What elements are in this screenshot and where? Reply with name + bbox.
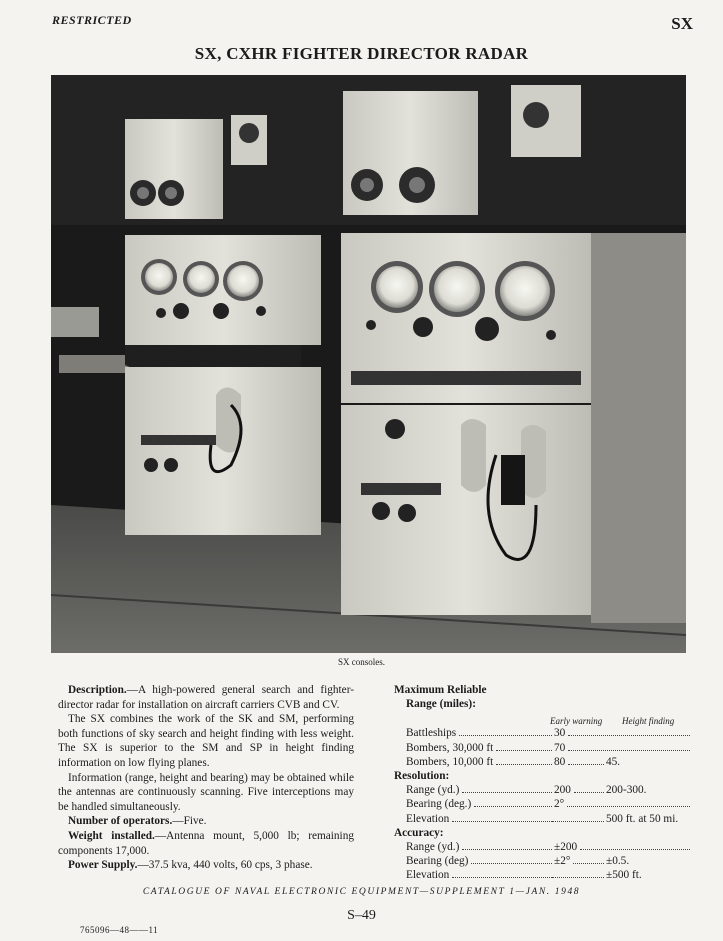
spec-value-primary: ±200 (554, 840, 578, 853)
catalogue-footer: CATALOGUE OF NAVAL ELECTRONIC EQUIPMENT—SUPPLEMENT 1—JAN. 1948 (142, 887, 581, 897)
resolution-heading: Resolution: (394, 769, 450, 782)
photo-caption: SX consoles. (338, 657, 385, 667)
max-reliable-heading: Maximum Reliable (394, 684, 487, 696)
range-heading: Range (miles): (406, 698, 476, 711)
leader-dots (568, 764, 604, 765)
leader-dots (462, 792, 552, 793)
information-paragraph: Information (range, height and bearing) may be obtained while the antennas are continuously scanning. Five interceptions may be handled simultaneously. (58, 771, 354, 813)
leader-dots (462, 849, 552, 850)
operators-label: Number of operators. (68, 815, 173, 828)
leader-dots (452, 821, 552, 822)
spec-row (394, 726, 694, 740)
description-paragraph (58, 683, 354, 712)
spec-value-secondary: ±500 ft. (606, 869, 642, 882)
spec-label: Battleships (406, 727, 457, 740)
weight-paragraph (58, 829, 354, 858)
leader-dots (573, 863, 604, 864)
leader-dots (452, 877, 552, 878)
spec-label: Range (yd.) (406, 840, 460, 853)
comparison-paragraph: The SX combines the work of the SK and SM, performing both functions of sky search and height finding with less weight. The SX is superior to the SM and SP in height finding information on low flying planes. (58, 713, 354, 769)
description-column (58, 683, 354, 873)
weight-text: —Antenna mount, 5,000 lb; remaining components 17,000. (58, 829, 354, 857)
page-number: S–49 (347, 908, 376, 923)
accuracy-table (394, 840, 694, 883)
power-label: Power Supply. (68, 859, 138, 872)
spec-value-secondary: 500 ft. at 50 mi. (606, 812, 679, 825)
power-paragraph (58, 858, 354, 873)
spec-value-secondary: ±0.5. (606, 855, 630, 868)
leader-dots (552, 877, 604, 878)
spec-label: Range (yd.) (406, 784, 460, 797)
operators-text: —Five. (172, 815, 207, 828)
spec-label: Bearing (deg) (406, 855, 469, 868)
spec-row (394, 868, 694, 882)
leader-dots (567, 806, 690, 807)
spec-row (394, 741, 694, 755)
print-code: 765096—48——11 (80, 925, 159, 935)
leader-dots (568, 750, 690, 751)
leader-dots (474, 806, 552, 807)
resolution-table (394, 783, 694, 826)
leader-dots (471, 863, 552, 864)
spec-row (394, 812, 694, 826)
height-finding-header: Height finding (622, 716, 675, 727)
range-table (394, 726, 694, 769)
spec-row (394, 783, 694, 797)
spec-value-primary: 200 (554, 784, 571, 797)
spec-label: Elevation (406, 812, 450, 825)
section-code: SX (671, 14, 693, 33)
leader-dots (496, 750, 552, 751)
spec-row (394, 797, 694, 811)
leader-dots (574, 792, 604, 793)
spec-label: Bombers, 30,000 ft (406, 741, 494, 754)
spec-value-secondary: 200-300. (606, 784, 647, 797)
leader-dots (568, 735, 690, 736)
column-headers (394, 711, 694, 726)
power-text: —37.5 kva, 440 volts, 60 cps, 3 phase. (137, 859, 313, 872)
spec-value-primary: 70 (554, 741, 566, 754)
spec-value-primary: 80 (554, 755, 566, 768)
spec-row (394, 840, 694, 854)
spec-label: Elevation (406, 869, 450, 882)
restricted-marking: RESTRICTED (52, 13, 132, 27)
leader-dots (459, 735, 552, 736)
spec-label: Bearing (deg.) (406, 798, 472, 811)
leader-dots (496, 764, 552, 765)
equipment-photo (51, 75, 686, 653)
leader-dots (552, 821, 604, 822)
spec-value-primary: 30 (554, 727, 566, 740)
operators-paragraph (58, 814, 354, 829)
spec-row (394, 854, 694, 868)
leader-dots (580, 849, 690, 850)
spec-value-secondary: 45. (606, 755, 621, 768)
weight-label: Weight installed. (68, 829, 155, 842)
accuracy-heading: Accuracy: (394, 826, 444, 839)
page-title: SX, CXHR FIGHTER DIRECTOR RADAR (194, 44, 529, 63)
description-label: Description. (68, 684, 127, 696)
specifications-column (394, 683, 694, 883)
spec-label: Bombers, 10,000 ft (406, 755, 494, 768)
spec-value-primary: 2° (554, 798, 565, 811)
early-warning-header: Early warning (550, 716, 603, 727)
spec-value-primary: ±2° (554, 855, 571, 868)
spec-row (394, 755, 694, 769)
description-text: —A high-powered general search and fighter-director radar for installation on aircraft carriers CVB and CV. (58, 684, 354, 711)
